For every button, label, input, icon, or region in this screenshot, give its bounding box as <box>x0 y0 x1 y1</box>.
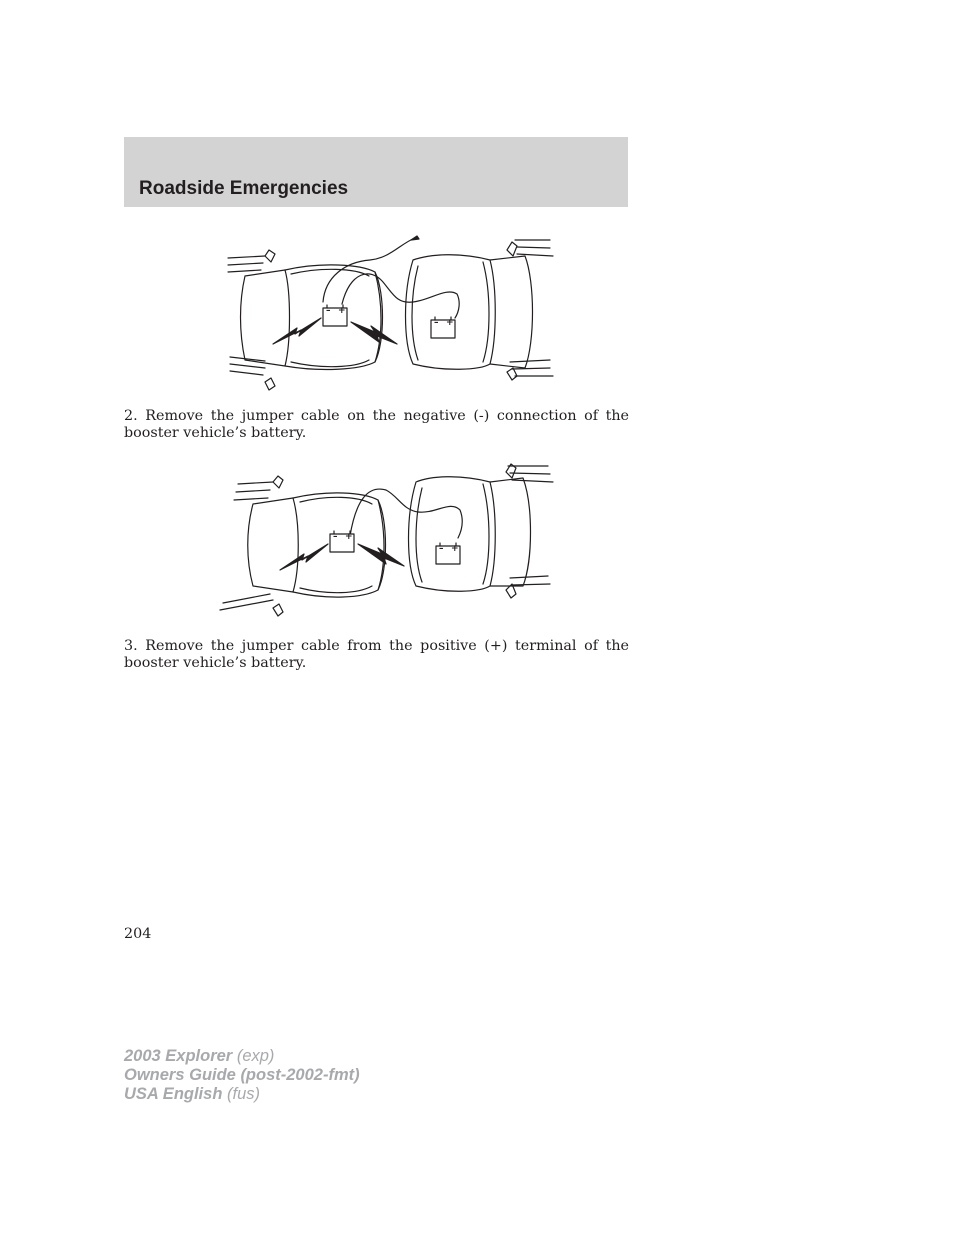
battery-plus-label: + <box>338 306 346 316</box>
spark-icon <box>273 318 321 344</box>
jump-start-diagram-1 <box>225 232 555 394</box>
footer-model-code: (exp) <box>236 1047 275 1065</box>
footer-line-1 <box>124 1047 360 1066</box>
booster-vehicle <box>409 464 554 598</box>
booster-vehicle <box>406 240 554 380</box>
spark-icon <box>280 544 328 570</box>
footer-line-2 <box>124 1066 360 1085</box>
section-header-band <box>124 137 628 207</box>
battery-minus-label: – <box>434 318 439 328</box>
page-number: 204 <box>124 926 152 942</box>
footer-line-3 <box>124 1085 360 1104</box>
document-footer <box>124 1047 360 1104</box>
footer-model: 2003 Explorer <box>124 1047 233 1065</box>
battery-plus-label: + <box>345 532 353 542</box>
battery-minus-label: – <box>333 532 338 542</box>
footer-guide: Owners Guide (post-2002-fmt) <box>124 1066 360 1084</box>
battery-plus-label: + <box>446 318 454 328</box>
disabled-vehicle <box>228 250 383 390</box>
spark-icon <box>358 544 404 566</box>
battery-plus-label: + <box>451 544 459 554</box>
instruction-step-2: 2. Remove the jumper cable on the negative (-) connection of the booster vehicle’s battery. <box>124 408 629 441</box>
footer-language: USA English <box>124 1085 223 1103</box>
jump-start-diagram-2 <box>218 460 558 620</box>
battery-minus-label: – <box>439 544 444 554</box>
footer-language-code: (fus) <box>227 1085 260 1103</box>
instruction-step-3: 3. Remove the jumper cable from the positive (+) terminal of the booster vehicle’s battery. <box>124 638 629 671</box>
battery-minus-label: – <box>326 306 331 316</box>
jumper-cable-red <box>342 274 459 318</box>
spark-icon <box>351 322 397 344</box>
section-title: Roadside Emergencies <box>139 178 349 199</box>
